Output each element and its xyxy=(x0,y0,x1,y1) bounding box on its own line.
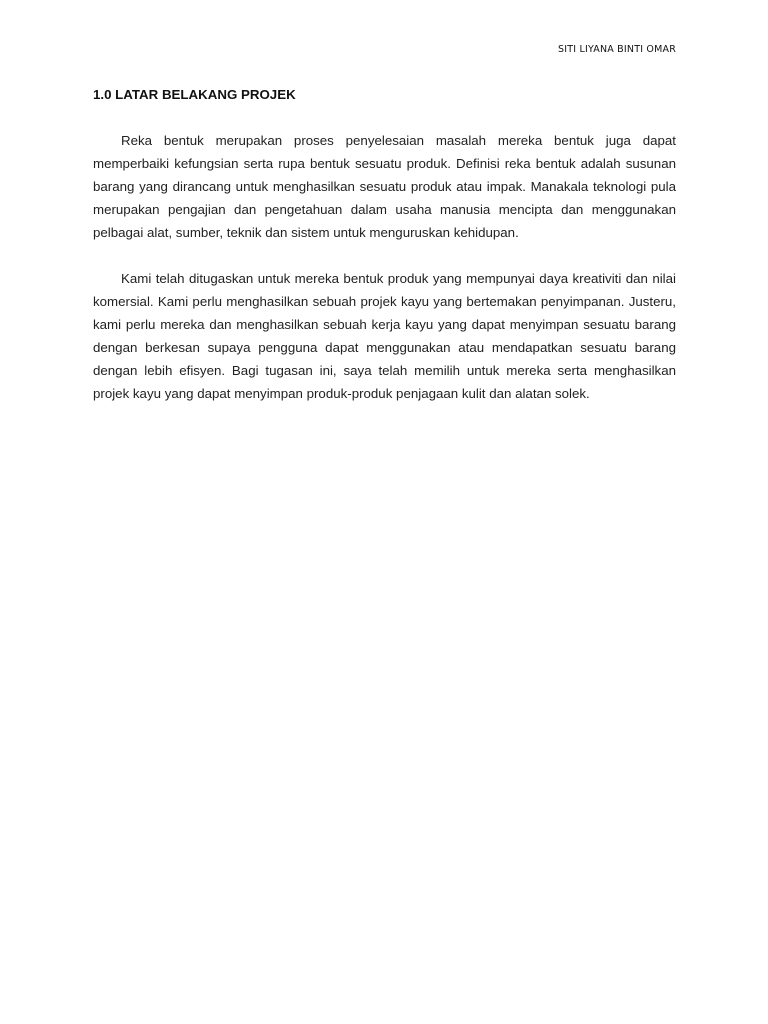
section-heading: 1.0 LATAR BELAKANG PROJEK xyxy=(93,87,296,102)
body-paragraph-1: Reka bentuk merupakan proses penyelesaian masalah mereka bentuk juga dapat memperbaiki kefungsian serta rupa bentuk sesuatu produk. Definisi reka bentuk adalah susunan barang yang dirancang untuk menghasilkan sesuatu produk atau impak. Manakala teknologi pula merupakan pengajian dan pengetahuan dalam usaha manusia mencipta dan menggunakan pelbagai alat, sumber, teknik dan sistem untuk menguruskan kehidupan. xyxy=(93,133,676,241)
body-paragraph-2: Kami telah ditugaskan untuk mereka bentuk produk yang mempunyai daya kreativiti dan nilai komersial. Kami perlu menghasilkan sebuah projek kayu yang bertemakan penyimpanan. Justeru, kami perlu mereka dan menghasilkan sebuah kerja kayu yang dapat menyimpan sesuatu barang dengan berkesan supaya pengguna dapat menggunakan atau mendapatkan sesuatu barang dengan lebih efisyen. Bagi tugasan ini, saya telah memilih untuk mereka serta menghasilkan projek kayu yang dapat menyimpan produk-produk penjagaan kulit dan alatan solek. xyxy=(93,271,676,402)
header-author-name: SITI LIYANA BINTI OMAR xyxy=(558,44,676,55)
